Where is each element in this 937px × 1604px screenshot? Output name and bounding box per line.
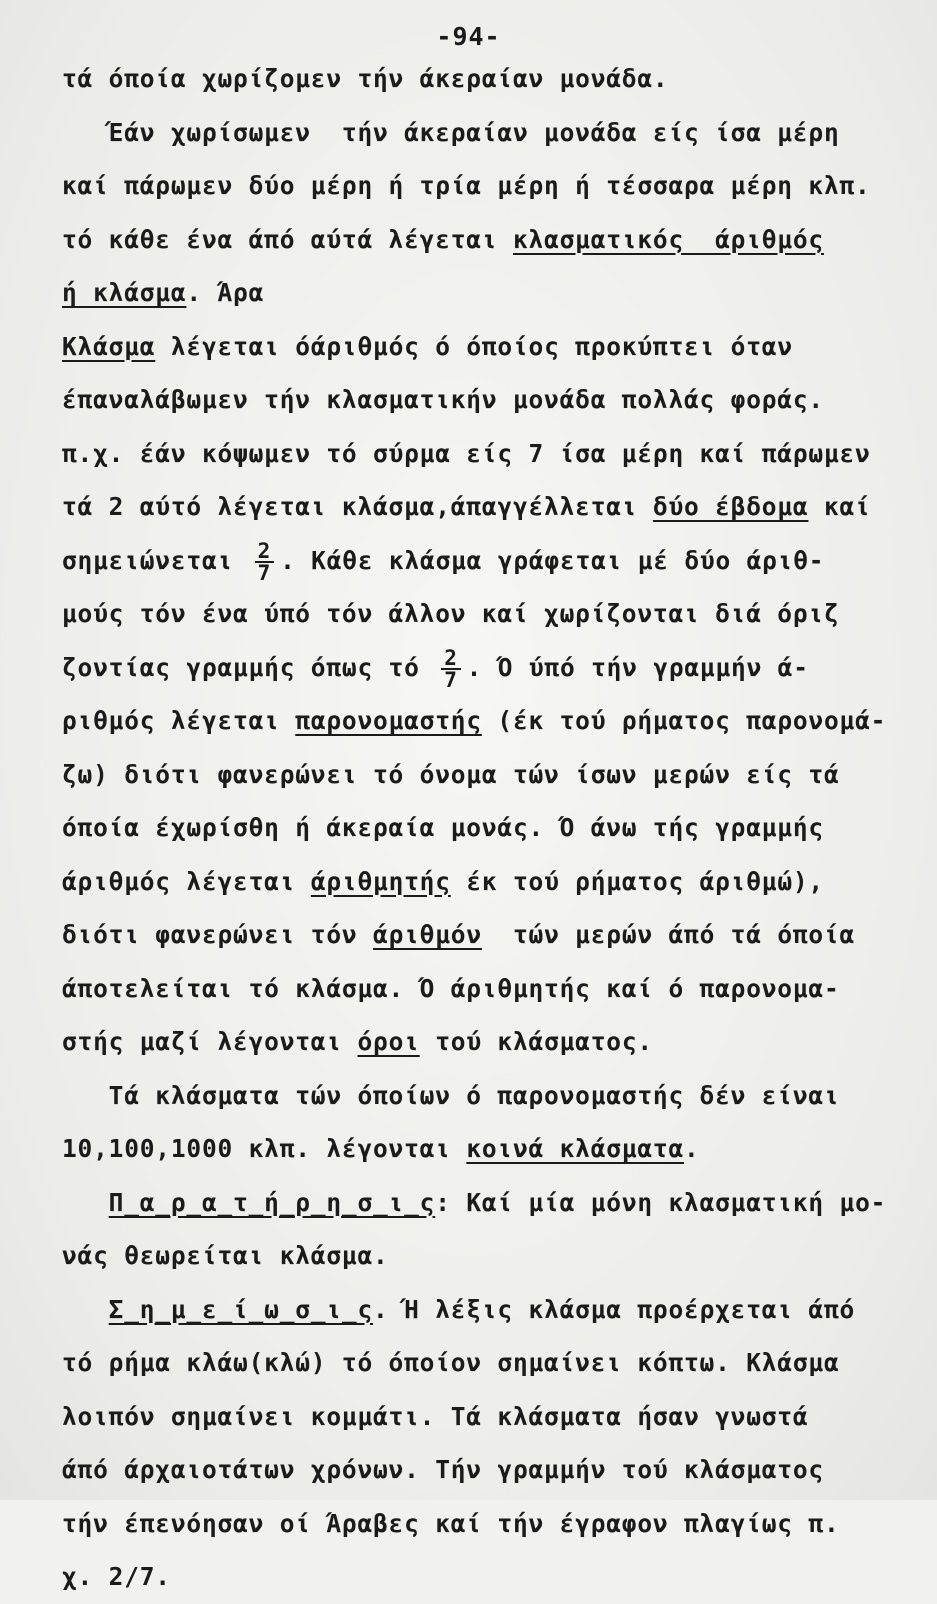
line-text: τό κάθε ένα άπό αύτά λέγεται — [62, 224, 513, 254]
underlined-term: όροι — [357, 1027, 420, 1056]
line-text: καί πάρωμεν δύο μέρη ή τρία μέρη ή τέσσαρα μέρη κλπ. — [62, 171, 871, 200]
line-text: τήν έπενόησαν οί Άραβες καί τήν έγραφον πλαγίως π. — [62, 1508, 840, 1538]
text-line — [62, 534, 917, 588]
line-text: διότι φανερώνει τόν — [62, 920, 374, 949]
text-line — [62, 641, 917, 695]
line-text — [62, 1295, 109, 1324]
line-text: ζοντίας γραμμής όπως τό — [62, 652, 436, 682]
text-line — [62, 373, 917, 427]
text-line — [62, 1015, 917, 1069]
text-line — [62, 1122, 917, 1176]
text-line — [62, 1283, 917, 1337]
fraction-denominator: 7 — [444, 667, 458, 692]
line-text: ριθμός λέγεται — [62, 706, 296, 735]
fraction — [441, 645, 460, 692]
underlined-term: Π_α_ρ_α_τ_ή_ρ_η_σ_ι_ς — [108, 1187, 436, 1217]
line-text: άποτελείται τό κλάσμα. Ό άριθμητής καί ό παρονομα- — [62, 973, 840, 1003]
line-text: τά όποία χωρίζομεν τήν άκεραίαν μονάδα. — [62, 64, 669, 93]
fraction — [255, 538, 274, 585]
underlined-term: δύο έβδομα — [652, 492, 809, 521]
line-text: στής μαζί λέγονται — [62, 1027, 358, 1056]
line-text: . Κάθε κλάσμα γράφεται μέ δύο άριθ- — [280, 545, 825, 575]
underlined-term: άριθμητής — [310, 866, 451, 896]
text-line — [62, 1229, 917, 1283]
line-text: τού κλάσματος. — [419, 1027, 653, 1056]
line-text: χ. 2/7. — [62, 1562, 171, 1591]
text-line — [62, 1550, 917, 1604]
line-text: τά 2 αύτό λέγεται κλάσμα,άπαγγέλλεται — [62, 492, 653, 521]
text-line — [62, 106, 917, 160]
line-text: λοιπόν σημαίνει κομμάτι. Τά κλάσματα ήσαν γνωστά — [62, 1401, 809, 1431]
line-text: τών μερών άπό τά όποία — [481, 920, 856, 949]
line-text: Τά κλάσματα τών όποίων ό παρονομαστής δέν είναι — [62, 1080, 840, 1110]
text-line — [62, 266, 917, 320]
text-line — [62, 748, 917, 802]
line-text: . Ό ύπό τήν γραμμήν ά- — [466, 652, 809, 682]
underlined-term: κοινά κλάσματα — [466, 1134, 685, 1163]
line-text: έπαναλάβωμεν τήν κλασματικήν μονάδα πολλάς φοράς. — [62, 385, 824, 414]
fraction-numerator: 2 — [255, 541, 274, 563]
line-text: νάς θεωρείται κλάσμα. — [62, 1241, 389, 1270]
line-text: ζω) διότι φανερώνει τό όνομα τών ίσων μερών είς τά — [62, 759, 840, 789]
underlined-term: άριθμόν — [373, 920, 482, 949]
text-line — [62, 1443, 917, 1497]
text-line — [62, 1069, 917, 1123]
text-line — [62, 320, 917, 374]
line-text: 10,100,1000 κλπ. λέγονται — [62, 1134, 467, 1163]
text-line — [62, 427, 917, 481]
line-text: . Ή λέξις κλάσμα προέρχεται άπό — [373, 1294, 856, 1324]
line-text: άριθμός λέγεται — [62, 866, 311, 896]
underlined-term: Κλάσμα — [62, 331, 156, 361]
text-line — [62, 52, 917, 106]
line-text: : Καί μία μόνη κλασματική μο- — [435, 1187, 887, 1217]
text-line — [62, 962, 917, 1016]
line-text: καί — [808, 492, 871, 521]
underlined-term: ή κλάσμα — [62, 278, 187, 307]
text-line — [62, 480, 917, 534]
line-text: τό ρήμα κλάω(κλώ) τό όποίον σημαίνει κόπτω. Κλάσμα — [62, 1348, 840, 1377]
text-line — [62, 587, 917, 641]
body-text — [62, 52, 917, 1604]
line-text: σημειώνεται — [62, 545, 249, 575]
line-text: άπό άρχαιοτάτων χρόνων. Τήν γραμμήν τού κλάσματος — [62, 1455, 824, 1484]
line-text: όποία έχωρίσθη ή άκεραία μονάς. Ό άνω τής γραμμής — [62, 813, 824, 842]
underlined-term: κλασματικός άριθμός — [512, 224, 824, 254]
line-text: . Άρα — [186, 278, 265, 307]
line-text: π.χ. έάν κόψωμεν τό σύρμα είς 7 ίσα μέρη καί πάρωμεν — [62, 438, 871, 468]
text-line — [62, 159, 917, 213]
line-text — [62, 1188, 109, 1217]
page-number: -94- — [436, 22, 501, 51]
text-line — [62, 1176, 917, 1230]
text-line — [62, 908, 917, 962]
underlined-term: Σ_η_μ_ε_ί_ω_σ_ι_ς — [108, 1294, 374, 1324]
line-text: έκ τού ρήματος άριθμώ), — [450, 866, 824, 896]
text-line — [62, 1336, 917, 1390]
text-line — [62, 694, 917, 748]
fraction-numerator: 2 — [441, 648, 460, 670]
line-text: . — [684, 1134, 700, 1163]
line-text: Έάν χωρίσωμεν τήν άκεραίαν μονάδα είς ίσα μέρη — [62, 117, 840, 147]
line-text: μούς τόν ένα ύπό τόν άλλον καί χωρίζονται διά όριζ — [62, 599, 840, 628]
text-line — [62, 855, 917, 909]
fraction-denominator: 7 — [257, 560, 272, 585]
line-text: (έκ τού ρήματος παρονομά- — [481, 706, 887, 735]
underlined-term: παρονομαστής — [295, 706, 482, 735]
text-line — [62, 801, 917, 855]
line-text: λέγεται όάριθμός ό όποίος προκύπτει όταν — [155, 331, 793, 361]
text-line — [62, 1390, 917, 1444]
text-line — [62, 1497, 917, 1551]
text-line — [62, 213, 917, 267]
